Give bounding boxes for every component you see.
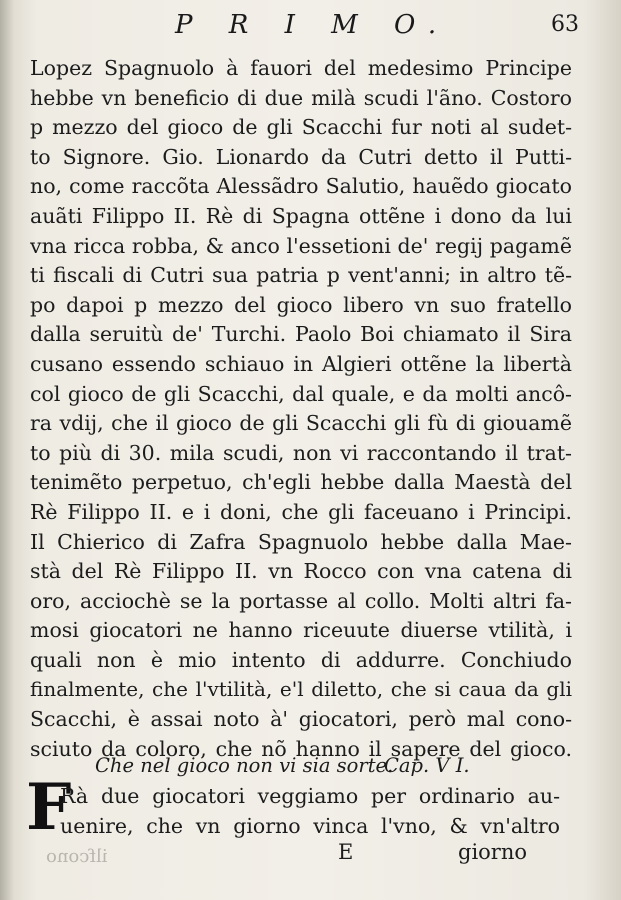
signature-mark: E: [338, 840, 354, 864]
text-line: finalmente, che l'vtilità, e'l diletto, che si caua da gli: [30, 677, 572, 702]
text-line: Scacchi, è assai noto à' giocatori, però mal cono-: [30, 707, 572, 732]
text-line: po dapoi p mezzo del gioco libero vn suo fratello: [30, 292, 572, 317]
text-line: tenimẽto perpetuo, ch'egli hebbe dalla Maestà del: [30, 470, 572, 495]
text-line: stà del Rè Filippo II. vn Rocco con vna catena di: [30, 559, 572, 584]
chapter-title: Che nel gioco non vi sia sorte.: [95, 754, 394, 777]
chapter-number: Cap. V I.: [384, 754, 470, 777]
text-line: col gioco de gli Scacchi, dal quale, e da molti ancô-: [30, 381, 572, 406]
main-paragraph: [30, 54, 572, 764]
text-line: ti fiscali di Cutri sua patria p vent'anni; in altro tẽ-: [30, 263, 572, 288]
text-line: cusano essendo schiauo in Algieri ottẽne la libertà: [30, 351, 572, 376]
text-line: dalla seruitù de' Turchi. Paolo Boi chiamato il Sira: [30, 322, 572, 347]
text-line: Rè Filippo II. e i doni, che gli faceuano i Principi.: [30, 499, 572, 524]
text-line: oro, acciochè se la portasse al collo. Molti altri fa-: [30, 588, 572, 613]
text-line: quali non è mio intento di addurre. Conchiudo: [30, 647, 572, 672]
drop-cap: F: [26, 770, 72, 845]
text-line: sciuto da coloro, che nõ hanno il sapere del gioco.: [30, 736, 572, 761]
page-number: 63: [551, 12, 579, 37]
text-line: no, come raccõta Alessãdro Salutio, hauẽdo giocato: [30, 174, 572, 199]
text-line: auãti Filippo II. Rè di Spagna ottẽne i dono da lui: [30, 203, 572, 228]
catchword: giorno: [458, 840, 528, 864]
running-head: P R I M O.: [175, 10, 451, 40]
text-line: p mezzo del gioco de gli Scacchi fur noti al sudet-: [30, 115, 572, 140]
text-line: to Signore. Gio. Lionardo da Cutri detto il Putti-: [30, 144, 572, 169]
text-line: hebbe vn beneficio di due milà scudi l'ãno. Costoro: [30, 85, 572, 110]
page-footer: [0, 840, 621, 880]
chapter-paragraph: [60, 782, 560, 841]
text-line: Il Chierico di Zafra Spagnuolo hebbe dalla Mae-: [30, 529, 572, 554]
text-line: Rà due giocatori veggiamo per ordinario au-: [60, 784, 560, 808]
text-line: ra vdij, che il gioco de gli Scacchi gli fù di giouamẽ: [30, 411, 572, 436]
text-line: vna ricca robba, & anco l'essetioni de' regij pagamẽ: [30, 233, 572, 258]
bleed-through-text: ilfcono: [46, 846, 108, 867]
text-line: uenire, che vn giorno vinca l'vno, & vn'altro: [60, 813, 560, 838]
text-line: to più di 30. mila scudi, non vi raccontando il trat-: [30, 440, 572, 465]
chapter-heading: [0, 752, 621, 784]
page-header: [0, 6, 621, 46]
text-line: Lopez Spagnuolo à fauori del medesimo Principe: [30, 56, 572, 80]
text-line: mosi giocatori ne hanno riceuute diuerse vtilità, i: [30, 618, 572, 643]
